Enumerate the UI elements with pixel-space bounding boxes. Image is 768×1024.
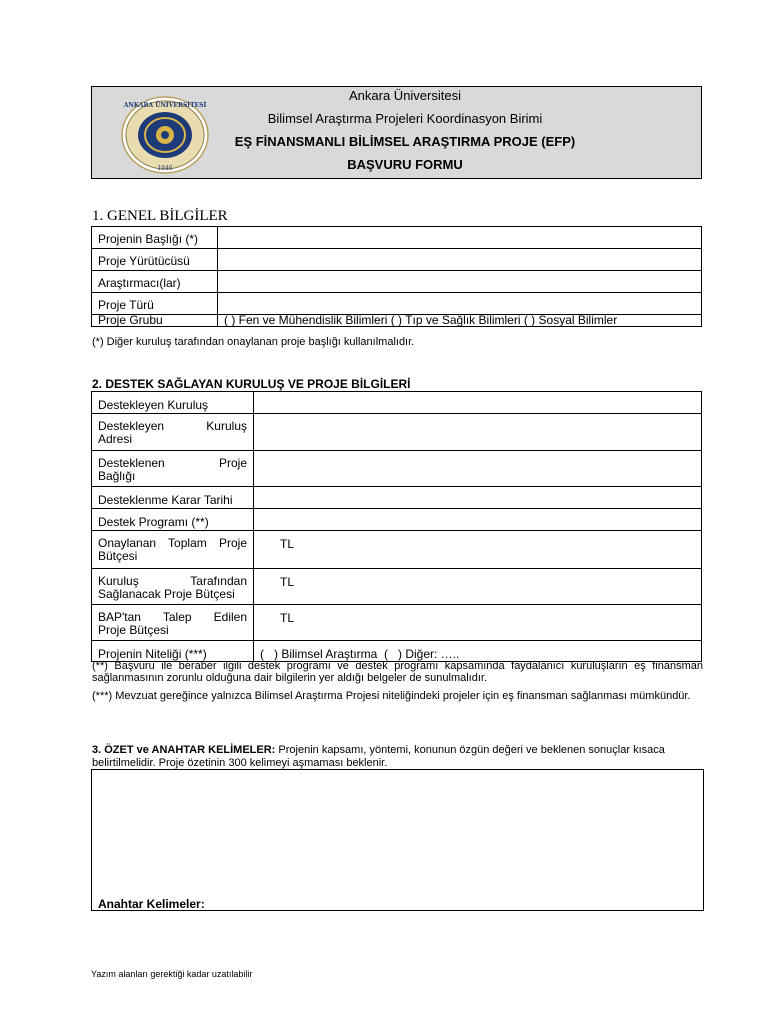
table-row: [92, 605, 702, 641]
supporting-org-address-field[interactable]: [254, 414, 702, 451]
project-title-field[interactable]: [218, 227, 702, 249]
table-row: [92, 531, 702, 569]
label-line: Kuruluş Tarafından: [98, 574, 247, 588]
section2-note-2: (**) Başvuru ile beraber ilgili destek programı ve destek programı kapsamında faydalanıcı kuruluşların eş finansman sağlanmasının zorunlu olduğuna dair bilgilerin yer aldığı belgeler de sunulmalıdır.: [92, 660, 703, 684]
table-row: [92, 414, 702, 451]
label-line: Bütçesi: [98, 549, 138, 563]
section1-title: 1. GENEL BİLGİLER: [92, 208, 228, 224]
project-title-label: Projenin Başlığı (*): [92, 227, 218, 249]
footer-note: Yazım alanları gerektiği kadar uzatılabilir: [91, 969, 253, 979]
label-line: Desteklenen Proje: [98, 456, 247, 470]
general-info-table: [91, 226, 702, 327]
table-row: [92, 487, 702, 509]
support-info-table: [91, 391, 702, 662]
table-row: [92, 293, 702, 315]
support-decision-date-label: Desteklenme Karar Tarihi: [92, 487, 254, 509]
bap-budget-field[interactable]: TL: [254, 605, 702, 641]
support-program-label: Destek Programı (**): [92, 509, 254, 531]
label-line: Proje Bütçesi: [98, 623, 169, 637]
section1-note: (*) Diğer kuruluş tarafından onaylanan proje başlığı kullanılmalıdır.: [92, 336, 415, 348]
section3-intro: [92, 744, 704, 770]
label-line: Adresi: [98, 432, 133, 446]
section3-title: 3. ÖZET ve ANAHTAR KELİMELER:: [92, 744, 276, 756]
support-decision-date-field[interactable]: [254, 487, 702, 509]
label-line: BAP'tan Talep Edilen: [98, 610, 247, 624]
table-row: [92, 641, 702, 662]
header-university: Ankara Üniversitesi: [349, 88, 461, 103]
table-row: [92, 509, 702, 531]
support-program-field[interactable]: [254, 509, 702, 531]
table-row: [92, 227, 702, 249]
org-budget-field[interactable]: TL: [254, 569, 702, 605]
approved-budget-label: [92, 531, 254, 569]
label-line: Bağlığı: [98, 469, 136, 483]
label-line: Destekleyen Kuruluş: [98, 419, 247, 433]
project-leader-field[interactable]: [218, 249, 702, 271]
header-form-title: BAŞVURU FORMU: [347, 157, 463, 172]
project-nature-options[interactable]: ( ) Bilimsel Araştırma ( ) Diğer: …..: [254, 641, 702, 662]
keywords-label: Anahtar Kelimeler:: [98, 897, 205, 911]
table-row: [92, 249, 702, 271]
header-form-name: EŞ FİNANSMANLI BİLİMSEL ARAŞTIRMA PROJE (EFP): [234, 134, 576, 149]
supporting-org-field[interactable]: [254, 392, 702, 414]
researchers-label: Araştırmacı(lar): [92, 271, 218, 293]
supporting-org-address-label: [92, 414, 254, 451]
section2-title: 2. DESTEK SAĞLAYAN KURULUŞ VE PROJE BİLGİLERİ: [92, 377, 411, 391]
researchers-field[interactable]: [218, 271, 702, 293]
university-seal-icon: [120, 95, 210, 175]
abstract-box[interactable]: [91, 769, 704, 911]
section2-note-3: (***) Mevzuat gereğince yalnızca Bilimsel Araştırma Projesi niteliğindeki projeler için eş finansman sağlanması mümkündür.: [92, 690, 691, 702]
supported-project-title-label: [92, 451, 254, 487]
svg-text:1946: 1946: [157, 165, 173, 172]
table-row: [92, 451, 702, 487]
supported-project-title-field[interactable]: [254, 451, 702, 487]
project-type-label: Proje Türü: [92, 293, 218, 315]
label-line: Onaylanan Toplam Proje: [98, 536, 247, 550]
org-budget-label: [92, 569, 254, 605]
svg-text:ANKARA ÜNİVERSİTESİ: ANKARA ÜNİVERSİTESİ: [123, 102, 207, 109]
project-nature-label: Projenin Niteliği (***): [92, 641, 254, 662]
label-line: Sağlanacak Proje Bütçesi: [98, 587, 235, 601]
project-leader-label: Proje Yürütücüsü: [92, 249, 218, 271]
project-type-field[interactable]: [218, 293, 702, 315]
approved-budget-field[interactable]: TL: [254, 531, 702, 569]
table-row: [92, 271, 702, 293]
section3-description: Projenin kapsamı, yöntemi, konunun özgün değeri ve beklenen sonuçlar kısaca belirtilmelidir. Proje özetinin 300 kelimeyi aşmaması beklenir.: [92, 744, 665, 769]
table-row: [92, 315, 702, 327]
bap-budget-label: [92, 605, 254, 641]
project-group-options[interactable]: ( ) Fen ve Mühendislik Bilimleri ( ) Tıp ve Sağlık Bilimleri ( ) Sosyal Bilimler: [218, 315, 702, 327]
project-group-label: Proje Grubu: [92, 315, 218, 327]
supporting-org-label: Destekleyen Kuruluş: [92, 392, 254, 414]
table-row: [92, 569, 702, 605]
table-row: [92, 392, 702, 414]
header-unit: Bilimsel Araştırma Projeleri Koordinasyon Birimi: [267, 111, 543, 126]
